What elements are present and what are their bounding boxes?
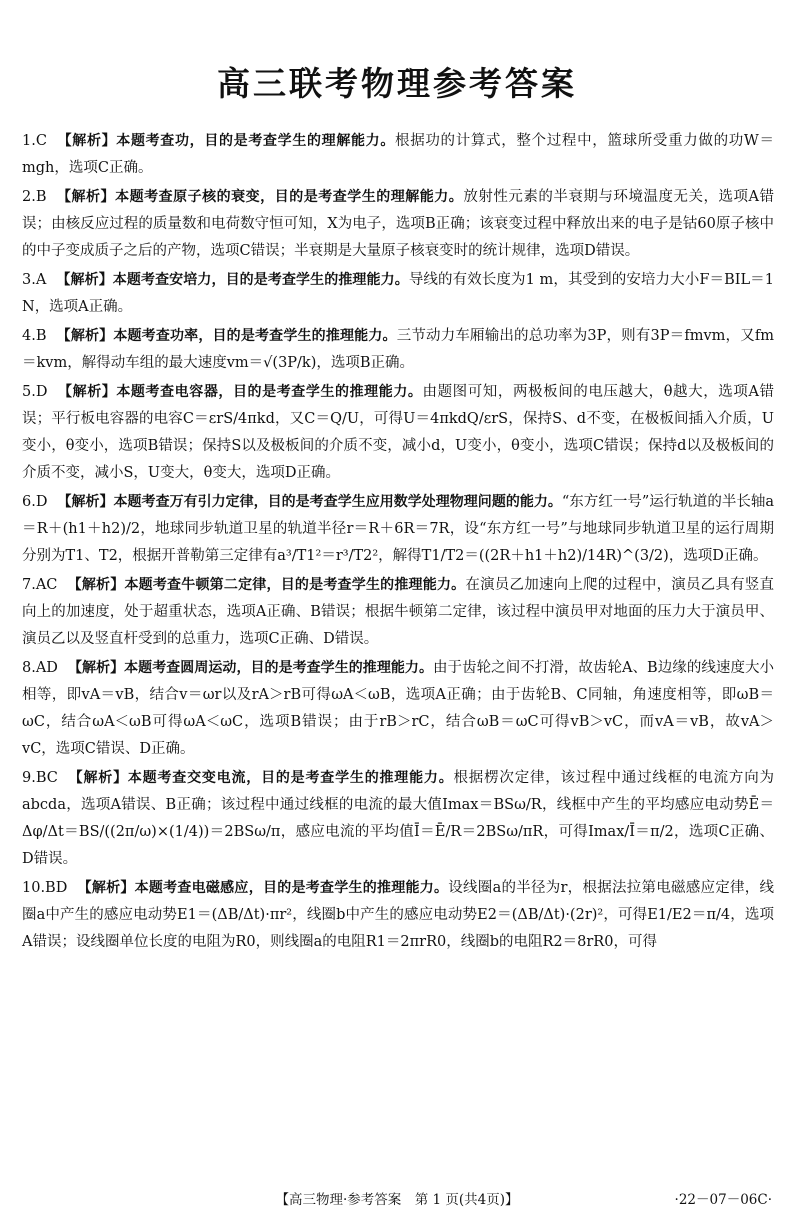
- answer-item-5: [22, 379, 774, 487]
- answer-number: 4.B: [22, 328, 47, 344]
- answer-number: 2.B: [22, 189, 47, 205]
- answer-number: 7.AC: [22, 577, 58, 593]
- analysis-text: 三节动力车厢输出的总功率为3P，则有3P＝fmvm，又fm＝kvm，解得动车组的最大速度vm＝√(3P/k)，选项B正确。: [22, 328, 775, 371]
- analysis-tag: 【解析】: [56, 133, 117, 149]
- answer-number: 5.D: [22, 384, 48, 400]
- analysis-keyword: 本题考查万有引力定律，目的是考查学生应用数学处理物理问题的能力。: [113, 494, 562, 510]
- answer-number: 1.C: [22, 133, 47, 149]
- analysis-text: 设线圈a的半径为r，根据法拉第电磁感应定律，线圈a中产生的感应电动势E1＝(ΔB/Δt)·πr²，线圈b中产生的感应电动势E2＝(ΔB/Δt)·(2r)²，可得E1/E2＝π/4，选项A错误；设线圈单位长度的电阻为R0，则线圈a的电阻R1＝2πrR0，线圈b的电阻R2＝8rR0，可得: [22, 880, 775, 950]
- answer-number: 6.D: [22, 494, 48, 510]
- page-title: 高三联考物理参考答案: [217, 64, 577, 103]
- analysis-tag: 【解析】: [67, 577, 125, 593]
- answer-item-6: [22, 489, 774, 570]
- answer-number: 9.BC: [22, 770, 58, 786]
- answer-item-2: [22, 184, 774, 265]
- analysis-keyword: 本题考查功，目的是考查学生的理解能力。: [116, 133, 396, 149]
- analysis-text: 由于齿轮之间不打滑，故齿轮A、B边缘的线速度大小相等，即vA＝vB，结合v＝ωr以及rA＞rB可得ωA＜ωB，选项A正确；由于齿轮B、C同轴，角速度相等，即ωB＝ωC，结合ωA＜ωB可得ωA＜ωC，选项B错误；由于rB＞rC，结合ωB＝ωC可得vB＞vC，而vA＝vB，故vA＞vC，选项C错误、D正确。: [22, 660, 775, 757]
- analysis-keyword: 本题考查圆周运动，目的是考查学生的推理能力。: [124, 660, 433, 676]
- answer-number: 8.AD: [22, 660, 58, 676]
- analysis-tag: 【解析】: [77, 880, 135, 896]
- analysis-tag: 【解析】: [57, 384, 117, 400]
- analysis-tag: 【解析】: [56, 272, 113, 288]
- answer-number: 3.A: [22, 272, 47, 288]
- answer-number: 10.BD: [22, 880, 68, 896]
- analysis-tag: 【解析】: [67, 660, 125, 676]
- analysis-text: 根据功的计算式，整个过程中，篮球所受重力做的功W＝mgh，选项C正确。: [22, 133, 775, 176]
- footer-page-info: 【高三物理·参考答案 第 1 页(共4页)】: [275, 1192, 519, 1208]
- answer-item-10: [22, 875, 774, 956]
- answer-item-9: [22, 765, 774, 873]
- analysis-text: 放射性元素的半衰期与环境温度无关，选项A错误；由核反应过程的质量数和电荷数守恒可知，X为电子，选项B正确；该衰变过程中释放出来的电子是钴60原子核中的中子变成质子之后的产物，选项C错误；半衰期是大量原子核衰变时的统计规律，选项D错误。: [22, 189, 775, 259]
- analysis-keyword: 本题考查牛顿第二定律，目的是考查学生的推理能力。: [124, 577, 466, 593]
- analysis-keyword: 本题考查原子核的衰变，目的是考查学生的理解能力。: [115, 189, 464, 205]
- analysis-tag: 【解析】: [56, 189, 116, 205]
- analysis-tag: 【解析】: [57, 494, 114, 510]
- answer-item-1: [22, 128, 774, 182]
- analysis-keyword: 本题考查功率，目的是考查学生的推理能力。: [113, 328, 397, 344]
- analysis-text: “东方红一号”运行轨道的半长轴a＝R＋(h1＋h2)/2，地球同步轨道卫星的轨道半径r＝R＋6R＝7R，设“东方红一号”与地球同步轨道卫星的运行周期分别为T1、T2，根据开普勒第三定律有a³/T1²＝r³/T2²，解得T1/T2＝((2R＋h1＋h2)/14R)^(3/2)，选项D正确。: [22, 494, 775, 564]
- footer-code: ·22－07－06C·: [674, 1192, 772, 1208]
- answer-item-8: [22, 655, 774, 763]
- analysis-keyword: 本题考查电磁感应，目的是考查学生的推理能力。: [134, 880, 449, 896]
- answer-item-7: [22, 572, 774, 653]
- analysis-keyword: 本题考查电容器，目的是考查学生的推理能力。: [116, 384, 423, 400]
- analysis-text: 根据楞次定律，该过程中通过线框的电流方向为abcda，选项A错误、B正确；该过程中通过线框的电流的最大值Imax＝BSω/R，线框中产生的平均感应电动势Ē＝Δφ/Δt＝BS/((2π/ω)×(1/4))＝2BSω/π，感应电流的平均值Ī＝Ē/R＝2BSω/πR，可得Imax/Ī＝π/2，选项C正确、D错误。: [22, 770, 775, 867]
- analysis-tag: 【解析】: [67, 770, 128, 786]
- answer-list: [22, 128, 774, 958]
- analysis-keyword: 本题考查安培力，目的是考查学生的推理能力。: [112, 272, 409, 288]
- analysis-keyword: 本题考查交变电流，目的是考查学生的推理能力。: [127, 770, 454, 786]
- answer-item-4: [22, 323, 774, 377]
- analysis-tag: 【解析】: [56, 328, 114, 344]
- analysis-text: 由题图可知，两极板间的电压越大，θ越大，选项A错误；平行板电容器的电容C＝εrS/4πkd，又C＝Q/U，可得U＝4πkdQ/εrS，保持S、d不变，在极板间插入介质，U变小，θ变小，选项B错误；保持S以及极板间的介质不变，减小d，U变小，θ变小，选项C错误；保持d以及极板间的介质不变，减小S，U变大，θ变大，选项D正确。: [22, 384, 774, 481]
- answer-item-3: [22, 267, 774, 321]
- analysis-text: 在演员乙加速向上爬的过程中，演员乙具有竖直向上的加速度，处于超重状态，选项A正确、B错误；根据牛顿第二定律，该过程中演员甲对地面的压力大于演员甲、演员乙以及竖直杆受到的总重力，选项C正确、D错误。: [22, 577, 775, 647]
- analysis-text: 导线的有效长度为1 m，其受到的安培力大小F＝BIL＝1 N，选项A正确。: [22, 272, 774, 315]
